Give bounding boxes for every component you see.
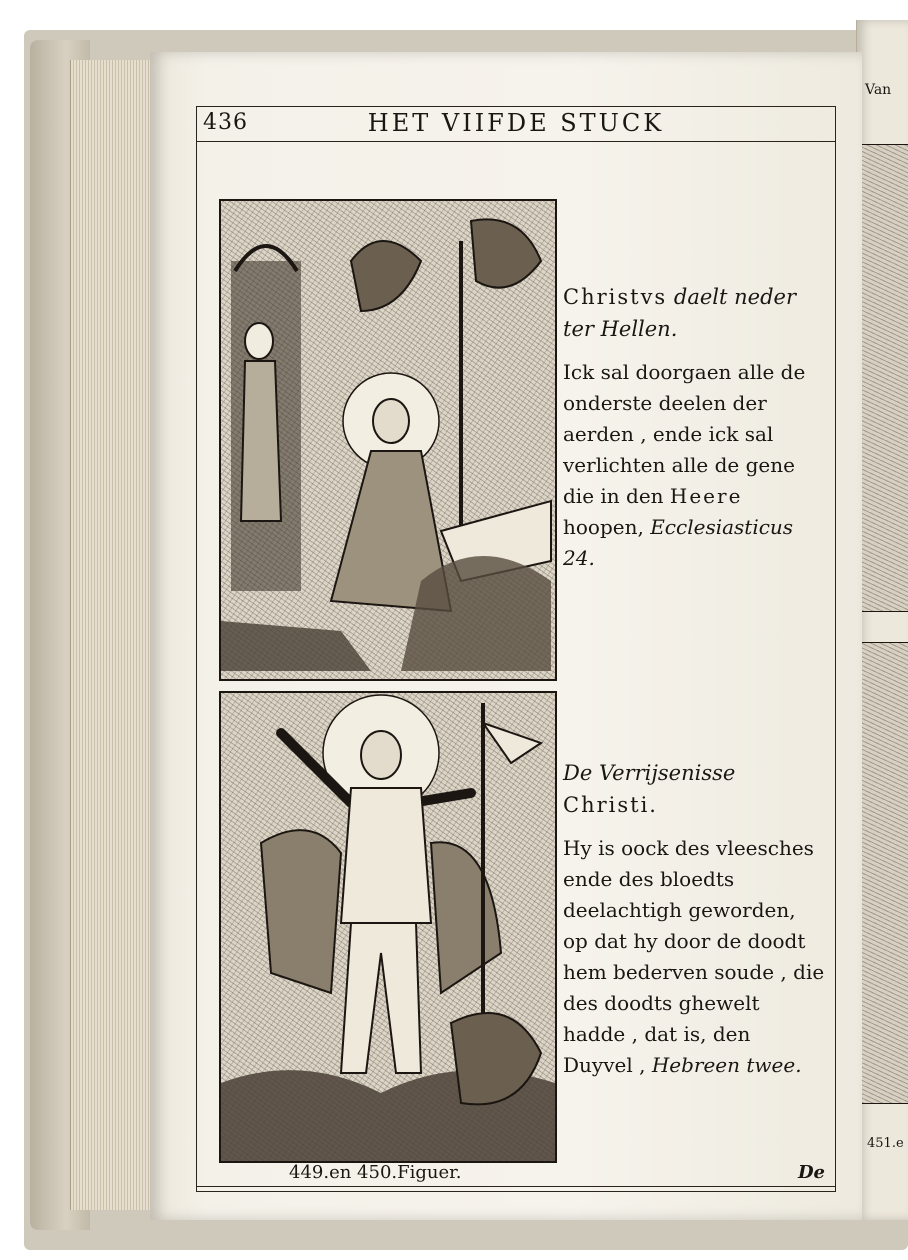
caption-resurrection-reference: Hebreen twee.	[651, 1053, 802, 1077]
facing-woodcut-bottom	[861, 642, 908, 1104]
caption-descent-title: Christvs	[563, 285, 668, 309]
facing-page-head: Van	[865, 82, 892, 98]
page-frame	[196, 106, 836, 1192]
caption-descent-text: Ick sal doorgaen alle de onderste deelen der aerden , ende ick sal verlichten alle de gene die in den	[563, 360, 806, 508]
caption-resurrection-subtitle: Christi.	[563, 793, 658, 817]
figure-label: 449.en 450.Figuer.	[289, 1162, 462, 1183]
page-edges	[70, 60, 159, 1210]
running-title: HET VIIFDE STUCK	[367, 109, 665, 137]
woodcut-descent-into-hell	[219, 199, 557, 681]
facing-page	[856, 20, 908, 1220]
caption-descent-text-tail: hoopen,	[563, 515, 651, 539]
caption-descent-reference: Ecclesiasticus 24.	[563, 515, 794, 570]
caption-resurrection-title: De Verrijsenisse	[563, 761, 736, 785]
caption-resurrection-text: Hy is oock des vleesches ende des bloedts deelachtigh geworden, op dat hy door de doodt hem bederven soude , die des doodts ghewelt hadde , dat is, den Duyvel ,	[563, 836, 825, 1077]
page-number: 436	[203, 110, 248, 135]
catchword: De	[797, 1162, 825, 1183]
facing-page-foot: 451.e	[867, 1136, 904, 1151]
footer-rule	[197, 1186, 835, 1187]
caption-descent	[563, 281, 825, 574]
woodcut-resurrection-drawing	[221, 693, 555, 1161]
woodcut-descent-drawing	[221, 201, 555, 679]
book-page	[150, 52, 862, 1220]
caption-resurrection	[563, 757, 825, 1081]
woodcut-resurrection	[219, 691, 557, 1163]
caption-descent-smallcaps: Heere	[669, 484, 743, 508]
caption-descent-subtitle: daelt neder ter Hellen.	[563, 285, 796, 341]
facing-woodcut-top	[861, 144, 908, 612]
running-head	[197, 107, 835, 142]
